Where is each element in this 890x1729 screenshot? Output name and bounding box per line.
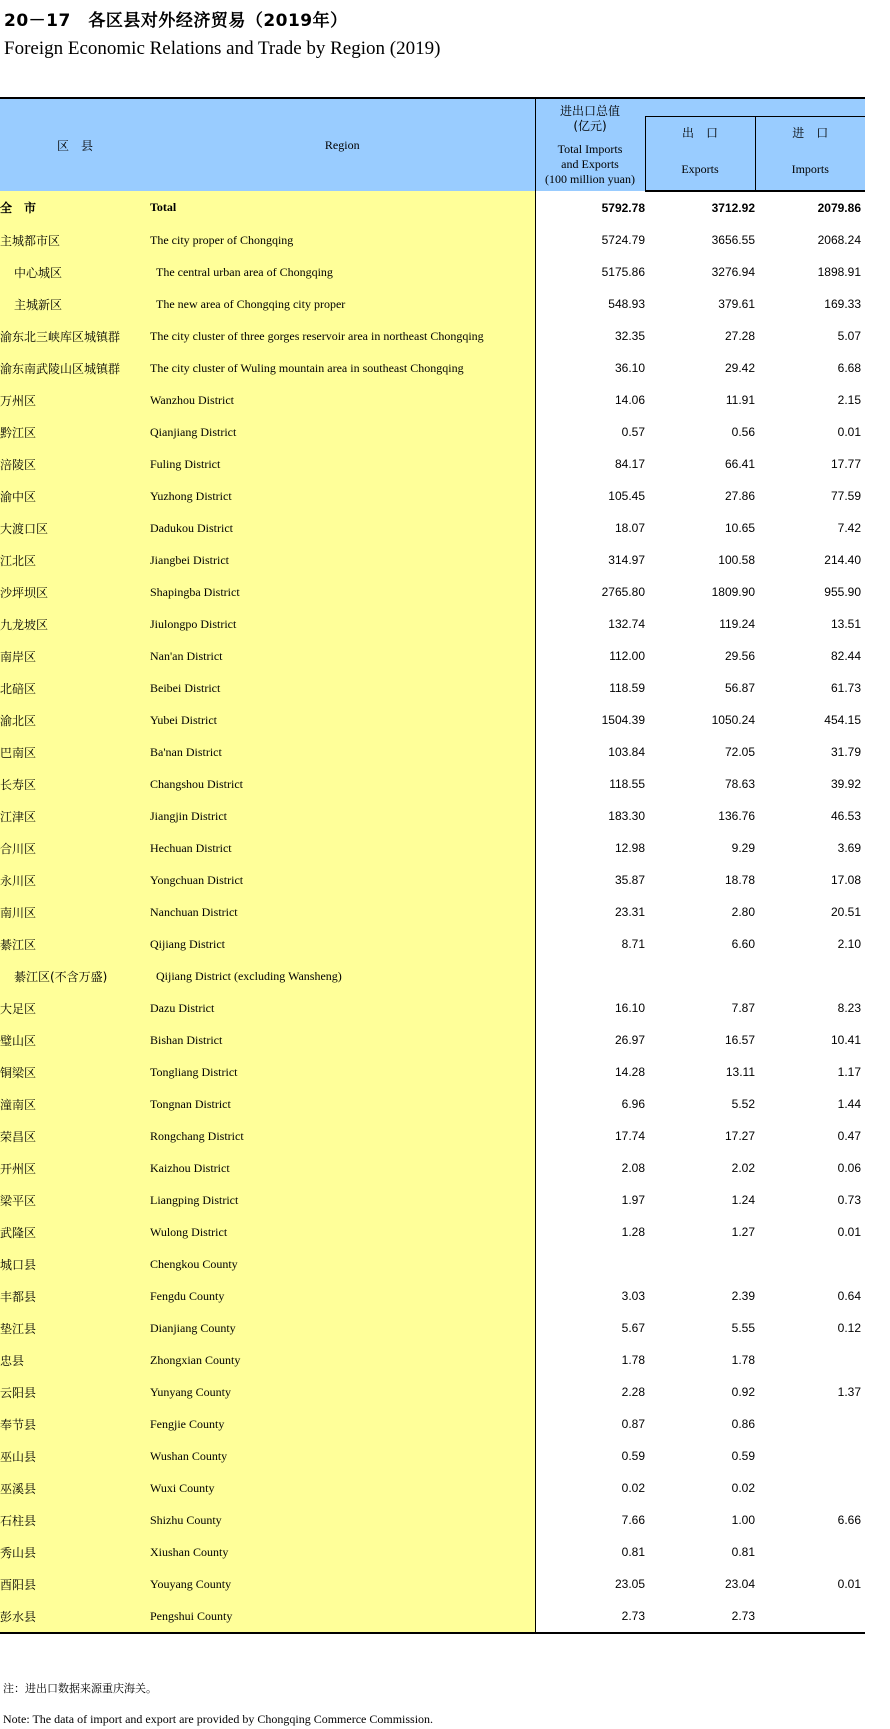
region-name-en: Shizhu County [150,1504,535,1536]
table-row [0,1568,865,1600]
region-name-en: Qijiang District (excluding Wansheng) [150,960,535,992]
page-title-cn: 20－17 各区县对外经济贸易（2019年） [4,11,348,31]
total-value: 0.59 [621,1449,645,1463]
imports-value [755,1344,865,1376]
region-name-cn: 渝北区 [0,704,150,736]
total-value: 2.28 [621,1385,645,1399]
region-name-en: Jiangbei District [150,544,535,576]
region-name-cn: 巴南区 [0,736,150,768]
exports-value: 2.80 [731,905,755,919]
exports-value: 100.58 [718,553,755,567]
table-row [0,512,865,544]
imports-value: 214.40 [824,553,861,567]
table-row [0,1344,865,1376]
table-row [0,1216,865,1248]
region-name-en: Dazu District [150,992,535,1024]
table-row [0,1408,865,1440]
table-row [0,640,865,672]
table-row [0,1280,865,1312]
exports-value: 0.02 [731,1481,755,1495]
exports-value: 23.04 [724,1577,755,1591]
table-row [0,224,865,256]
exports-value: 2.02 [731,1161,755,1175]
imports-value [755,960,865,992]
total-value: 132.74 [608,617,645,631]
imports-value: 1.17 [837,1065,861,1079]
total-value [535,960,645,992]
region-name-en: The city proper of Chongqing [150,224,535,256]
region-name-en: Youyang County [150,1568,535,1600]
region-name-cn: 铜梁区 [0,1056,150,1088]
table-row [0,1600,865,1633]
region-name-cn: 江北区 [0,544,150,576]
region-name-cn: 城口县 [0,1248,150,1280]
region-name-en: The city cluster of three gorges reservoir area in northeast Chongqing [150,320,535,352]
region-name-cn: 石柱县 [0,1504,150,1536]
region-name-cn: 长寿区 [0,768,150,800]
imports-value [755,1600,865,1633]
region-name-en: The new area of Chongqing city proper [150,288,535,320]
region-name-cn: 主城新区 [0,288,150,320]
imports-value: 77.59 [830,489,861,503]
exports-value: 1.27 [731,1225,755,1239]
total-value: 183.30 [608,809,645,823]
region-name-en: Pengshui County [150,1600,535,1633]
table-row [0,1536,865,1568]
region-name-cn: 渝中区 [0,480,150,512]
total-value: 36.10 [614,361,645,375]
total-value: 2765.80 [601,585,645,599]
imports-value: 7.42 [837,521,861,535]
total-value [535,1248,645,1280]
region-name-en: Jiulongpo District [150,608,535,640]
header-region-en: Region [150,98,535,191]
exports-value: 0.86 [731,1417,755,1431]
exports-value: 11.91 [725,393,755,407]
table-row [0,416,865,448]
total-value: 118.55 [609,777,645,791]
region-name-cn: 武隆区 [0,1216,150,1248]
region-name-en: Dianjiang County [150,1312,535,1344]
exports-value: 27.28 [724,329,755,343]
region-name-cn: 主城都市区 [0,224,150,256]
total-value: 0.57 [621,425,645,439]
imports-value [755,1408,865,1440]
region-name-en: Fengjie County [150,1408,535,1440]
imports-value: 0.73 [837,1193,861,1207]
header-exports-cn: 出 口 [645,116,755,148]
total-value: 105.45 [608,489,645,503]
imports-value [755,1536,865,1568]
table-row [0,1056,865,1088]
region-name-cn: 潼南区 [0,1088,150,1120]
imports-value: 0.01 [837,1577,861,1591]
header-total-en-2: and Exports [561,156,619,171]
table-row [0,256,865,288]
region-name-en: Liangping District [150,1184,535,1216]
table-row [0,832,865,864]
header-total-unit-cn: (亿元) [573,118,607,133]
total-value: 0.02 [621,1481,645,1495]
exports-value: 3712.92 [711,201,755,215]
region-name-en: Bishan District [150,1024,535,1056]
table-row [0,992,865,1024]
imports-value: 2.15 [837,393,861,407]
region-name-en: Wuxi County [150,1472,535,1504]
region-name-cn: 荣昌区 [0,1120,150,1152]
total-value: 2.08 [621,1161,645,1175]
total-value: 0.81 [621,1545,645,1559]
table-row [0,384,865,416]
region-name-cn: 江津区 [0,800,150,832]
header-exports-en: Exports [645,148,755,191]
region-name-cn: 南岸区 [0,640,150,672]
exports-value: 1050.24 [711,713,755,727]
imports-value: 39.92 [830,777,861,791]
table-row [0,1088,865,1120]
exports-value: 10.65 [724,521,755,535]
region-name-cn: 忠县 [0,1344,150,1376]
imports-value: 0.01 [837,1225,861,1239]
exports-value [645,1248,755,1280]
region-name-cn: 云阳县 [0,1376,150,1408]
imports-value [755,1472,865,1504]
region-name-cn: 黔江区 [0,416,150,448]
total-value: 5724.79 [601,233,645,247]
region-name-cn: 彭水县 [0,1600,150,1633]
region-name-cn: 中心城区 [0,256,150,288]
region-name-en: Rongchang District [150,1120,535,1152]
total-value: 0.87 [621,1417,645,1431]
region-name-en: Fuling District [150,448,535,480]
region-name-cn: 永川区 [0,864,150,896]
region-name-cn: 大渡口区 [0,512,150,544]
header-imports-cn: 进 口 [755,116,865,148]
exports-value: 1.78 [731,1353,755,1367]
table-row [0,1376,865,1408]
region-name-en: Qianjiang District [150,416,535,448]
exports-value: 3276.94 [711,265,755,279]
table-row [0,1024,865,1056]
exports-value: 29.56 [724,649,755,663]
exports-value: 17.27 [724,1129,755,1143]
region-name-cn: 巫山县 [0,1440,150,1472]
table-row [0,191,865,224]
region-name-cn: 渝东南武陵山区城镇群 [0,352,150,384]
region-name-en: Yongchuan District [150,864,535,896]
total-value: 7.66 [621,1513,645,1527]
table-row [0,576,865,608]
region-name-cn: 全 市 [0,191,150,224]
exports-value: 29.42 [724,361,755,375]
imports-value: 8.23 [837,1001,861,1015]
note-en: Note: The data of import and export are provided by Chongqing Commerce Commission. [3,1712,434,1726]
imports-value: 61.73 [830,681,861,695]
imports-value: 1.37 [837,1385,861,1399]
total-value: 35.87 [614,873,645,887]
total-value: 14.28 [614,1065,645,1079]
table-row [0,704,865,736]
total-value: 314.97 [608,553,645,567]
region-name-en: Qijiang District [150,928,535,960]
exports-value: 119.24 [719,617,755,631]
region-name-en: The central urban area of Chongqing [150,256,535,288]
header-total [535,98,645,191]
imports-value: 169.33 [824,297,861,311]
exports-value: 13.11 [725,1065,755,1079]
exports-value: 0.81 [731,1545,755,1559]
total-value: 112.00 [609,649,645,663]
imports-value [755,1248,865,1280]
region-name-cn: 北碚区 [0,672,150,704]
total-value: 1504.39 [601,713,645,727]
imports-value: 82.44 [830,649,861,663]
total-value: 1.28 [621,1225,645,1239]
table-row [0,960,865,992]
region-name-en: Nan'an District [150,640,535,672]
imports-value: 0.64 [837,1289,861,1303]
region-name-cn: 奉节县 [0,1408,150,1440]
imports-value: 20.51 [830,905,861,919]
imports-value: 17.77 [830,457,861,471]
exports-value: 0.59 [731,1449,755,1463]
region-name-en: Kaizhou District [150,1152,535,1184]
table-row [0,1472,865,1504]
region-name-en: Xiushan County [150,1536,535,1568]
total-value: 5175.86 [601,265,645,279]
table-row [0,352,865,384]
total-value: 118.59 [609,681,645,695]
total-value: 548.93 [608,297,645,311]
exports-value: 0.92 [731,1385,755,1399]
exports-value: 9.29 [731,841,755,855]
table-row [0,1504,865,1536]
region-name-cn: 秀山县 [0,1536,150,1568]
imports-value: 10.41 [830,1033,861,1047]
header-total-en-1: Total Imports [557,141,623,156]
table-row [0,1152,865,1184]
imports-value: 0.01 [837,425,861,439]
imports-value [755,1440,865,1472]
total-value: 17.74 [614,1129,645,1143]
table-row [0,608,865,640]
table-row [0,864,865,896]
region-name-en: Dadukou District [150,512,535,544]
exports-value: 379.61 [718,297,755,311]
exports-value: 1.00 [731,1513,755,1527]
exports-value [645,960,755,992]
region-name-en: Wulong District [150,1216,535,1248]
region-name-en: Wanzhou District [150,384,535,416]
total-value: 6.96 [621,1097,645,1111]
header-name-cn: 区 县 [0,98,150,191]
region-name-cn: 南川区 [0,896,150,928]
imports-value: 31.79 [830,745,861,759]
exports-value: 27.86 [724,489,755,503]
region-name-en: Wushan County [150,1440,535,1472]
table-row [0,768,865,800]
table-row [0,1120,865,1152]
exports-value: 18.78 [724,873,755,887]
region-name-en: Changshou District [150,768,535,800]
region-name-cn: 綦江区 [0,928,150,960]
imports-value: 955.90 [824,585,861,599]
region-name-cn: 大足区 [0,992,150,1024]
region-name-cn: 九龙坡区 [0,608,150,640]
total-value: 14.06 [614,393,645,407]
exports-value: 56.87 [724,681,755,695]
region-name-en: Beibei District [150,672,535,704]
exports-value: 66.41 [724,457,755,471]
total-value: 8.71 [621,937,645,951]
imports-value: 6.66 [837,1513,861,1527]
exports-value: 78.63 [724,777,755,791]
region-name-cn: 梁平区 [0,1184,150,1216]
imports-value: 2068.24 [817,233,861,247]
table-row [0,1440,865,1472]
region-name-cn: 璧山区 [0,1024,150,1056]
region-name-cn: 酉阳县 [0,1568,150,1600]
header-total-cn: 进出口总值 [559,103,620,118]
page-title-en: Foreign Economic Relations and Trade by Region (2019) [4,38,441,59]
region-name-cn: 丰都县 [0,1280,150,1312]
exports-value: 5.52 [731,1097,755,1111]
total-value: 2.73 [535,1600,645,1633]
region-name-cn: 开州区 [0,1152,150,1184]
total-value: 1.97 [621,1193,645,1207]
total-value: 12.98 [614,841,645,855]
table-row [0,1248,865,1280]
exports-value: 2.39 [731,1289,755,1303]
imports-value: 0.06 [837,1161,861,1175]
imports-value: 6.68 [837,361,861,375]
region-name-en: Fengdu County [150,1280,535,1312]
region-name-en: Shapingba District [150,576,535,608]
region-name-en: Zhongxian County [150,1344,535,1376]
region-name-cn: 合川区 [0,832,150,864]
region-name-en: Hechuan District [150,832,535,864]
table-row [0,736,865,768]
table-row [0,1184,865,1216]
imports-value: 454.15 [824,713,861,727]
imports-value: 46.53 [830,809,861,823]
exports-value: 7.87 [731,1001,755,1015]
exports-value: 6.60 [731,937,755,951]
exports-value: 136.76 [718,809,755,823]
region-name-en: Tongliang District [150,1056,535,1088]
imports-value: 1898.91 [817,265,861,279]
region-name-cn: 沙坪坝区 [0,576,150,608]
region-name-cn: 垫江县 [0,1312,150,1344]
imports-value: 17.08 [830,873,861,887]
total-value: 23.31 [614,905,645,919]
region-name-en: Nanchuan District [150,896,535,928]
header-imports-en: Imports [755,148,865,191]
exports-value: 1809.90 [711,585,755,599]
table-row [0,544,865,576]
region-name-en: Tongnan District [150,1088,535,1120]
exports-value: 1.24 [731,1193,755,1207]
imports-value: 13.51 [830,617,861,631]
region-name-cn: 万州区 [0,384,150,416]
total-value: 5.67 [621,1321,645,1335]
table-row [0,1312,865,1344]
exports-value: 5.55 [731,1321,755,1335]
table-row [0,480,865,512]
total-value: 1.78 [621,1353,645,1367]
total-value: 32.35 [614,329,645,343]
table-row [0,672,865,704]
region-name-en: Ba'nan District [150,736,535,768]
total-value: 3.03 [621,1289,645,1303]
exports-value: 72.05 [724,745,755,759]
imports-value: 3.69 [837,841,861,855]
imports-value: 2.10 [837,937,861,951]
region-name-en: Yunyang County [150,1376,535,1408]
table-row [0,928,865,960]
region-name-cn: 巫溪县 [0,1472,150,1504]
region-name-en: Jiangjin District [150,800,535,832]
trade-table [0,97,865,1634]
total-value: 26.97 [614,1033,645,1047]
exports-value: 16.57 [724,1033,755,1047]
region-name-en: Yubei District [150,704,535,736]
table-row [0,448,865,480]
total-value: 23.05 [614,1577,645,1591]
region-name-cn: 渝东北三峡库区城镇群 [0,320,150,352]
region-name-en: Yuzhong District [150,480,535,512]
total-value: 84.17 [614,457,645,471]
region-name-en: Total [150,191,535,224]
region-name-en: The city cluster of Wuling mountain area in southeast Chongqing [150,352,535,384]
table-body [0,191,865,1633]
imports-value: 0.12 [837,1321,861,1335]
imports-value: 0.47 [837,1129,861,1143]
header-total-en-3: (100 million yuan) [545,171,635,186]
imports-value: 2079.86 [817,201,861,215]
imports-value: 1.44 [837,1097,861,1111]
table-row [0,800,865,832]
imports-value: 5.07 [837,329,861,343]
exports-value: 2.73 [645,1600,755,1633]
note-cn: 注：进出口数据来源重庆海关。 [3,1682,157,1695]
total-value: 16.10 [614,1001,645,1015]
table-row [0,288,865,320]
total-value: 18.07 [614,521,645,535]
region-name-cn: 綦江区(不含万盛) [0,960,150,992]
region-name-en: Chengkou County [150,1248,535,1280]
table-row [0,896,865,928]
table-row [0,320,865,352]
total-value: 5792.78 [601,200,645,215]
exports-value: 3656.55 [711,233,755,247]
total-value: 103.84 [608,745,645,759]
region-name-cn: 涪陵区 [0,448,150,480]
exports-value: 0.56 [731,425,755,439]
